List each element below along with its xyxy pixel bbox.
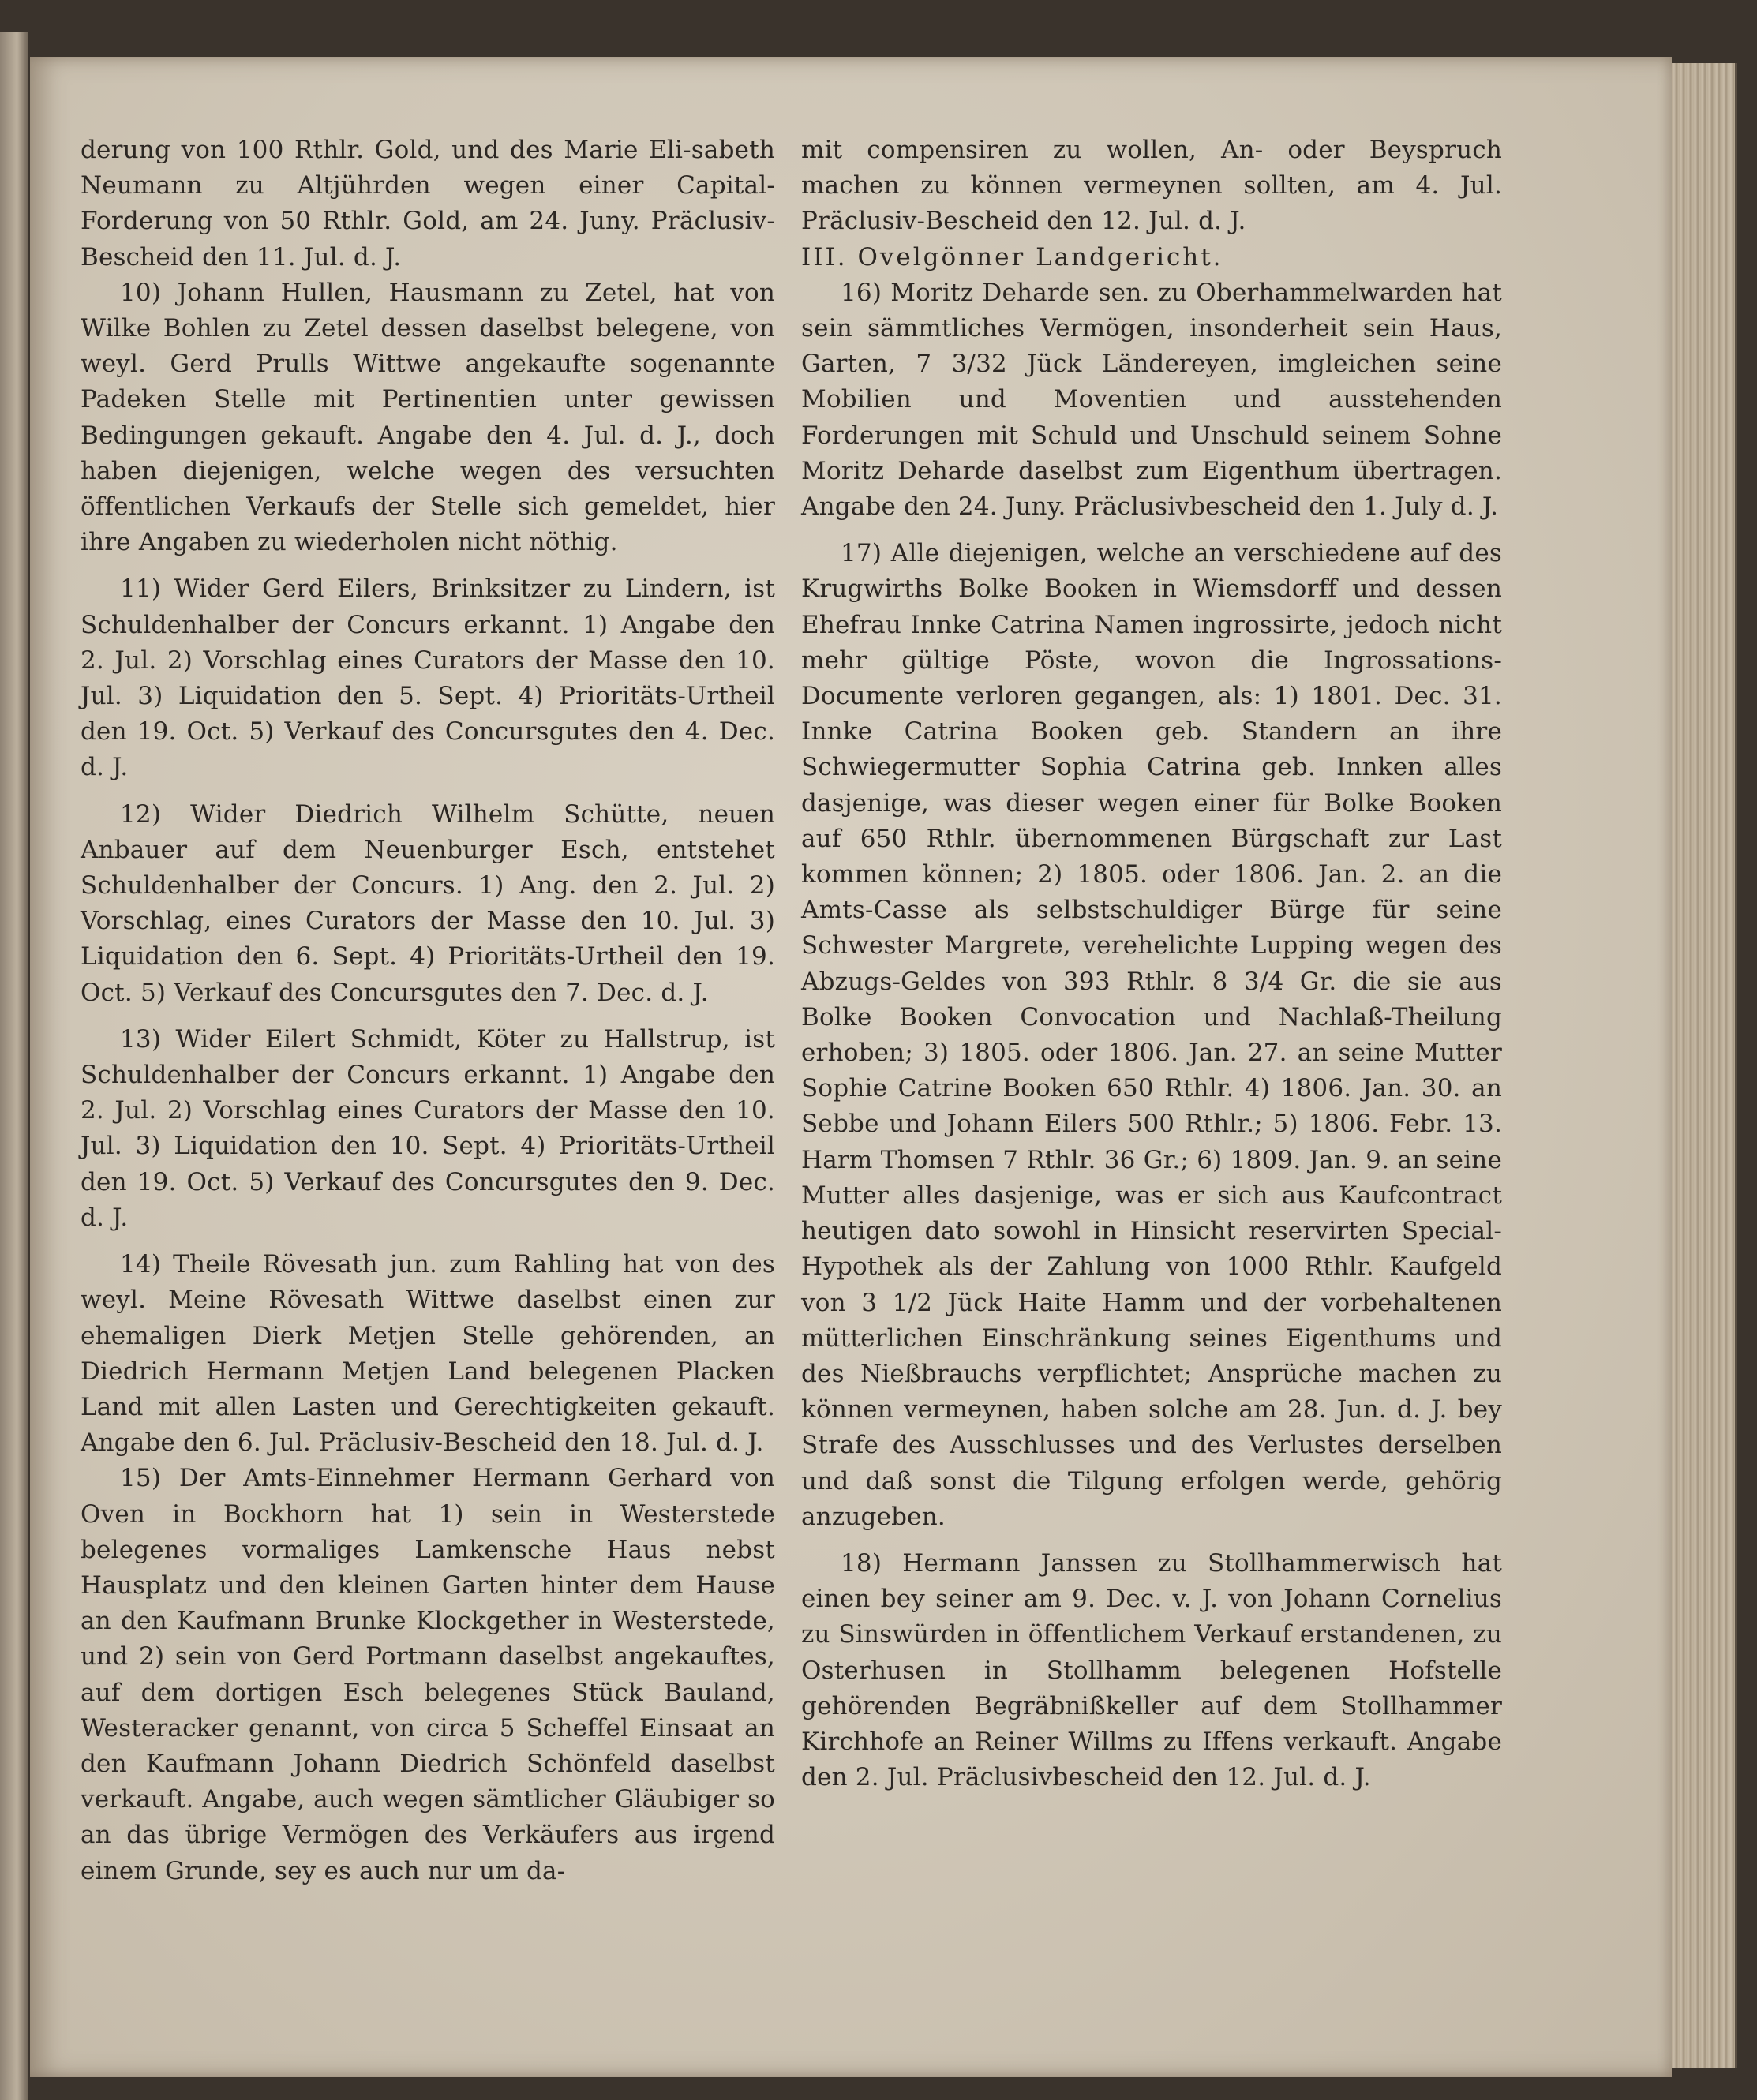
continued-paragraph: derung von 100 Rthlr. Gold, und des Marie Eli-sabeth Neumann zu Altjührden wegen einer Capital-Forderung von 50 Rthlr. Gold, am 24. Juny. Präclusiv-Bescheid den 11. Jul. d. J. <box>81 136 775 271</box>
notice-13: 13) Wider Eilert Schmidt, Köter zu Hallstrup, ist Schuldenhalber der Concurs erkannt. 1) Angabe den 2. Jul. 2) Vorschlag eines Curators der Masse den 10. Jul. 3) Liquidation den 10. Sept. 4) Prioritäts-Urtheil den 19. Oct. 5) Verkauf des Concursgutes den 9. Dec. d. J. <box>81 1024 775 1232</box>
continued-paragraph: mit compensiren zu wollen, An- oder Beyspruch machen zu können vermeynen sollten, am 4. Jul. Präclusiv-Bescheid den 12. Jul. d. J. <box>801 136 1502 236</box>
left-text-column <box>81 133 775 1889</box>
notice-18: 18) Hermann Janssen zu Stollhammerwisch hat einen bey seiner am 9. Dec. v. J. von Johann Cornelius zu Sinswürden in öffentlichem Verkauf erstandenen, zu Osterhusen in Stollhamm belegenen Hofstelle gehörenden Begräbnißkeller auf dem Stollhammer Kirchhofe an Reiner Willms zu Iffens verkauft. Angabe den 2. Jul. Präclusivbescheid den 12. Jul. d. J. <box>801 1548 1502 1792</box>
previous-page-edge <box>0 32 28 2100</box>
notice-16: 16) Moritz Deharde sen. zu Oberhammelwarden hat sein sämmtliches Vermögen, insonderheit sein Haus, Garten, 7 3/32 Jück Ländereyen, imgleichen seine Mobilien und Moventien und ausstehenden Forderungen mit Schuld und Unschuld seinem Sohne Moritz Deharde daselbst zum Eigenthum übertragen. Angabe den 24. Juny. Präclusivbescheid den 1. July d. J. <box>801 278 1502 522</box>
section-heading: III. Ovelgönner Landgericht. <box>801 242 1223 271</box>
page-block-edge <box>1672 63 1737 2068</box>
notice-12: 12) Wider Diedrich Wilhelm Schütte, neuen Anbauer auf dem Neuenburger Esch, entstehet Schuldenhalber der Concurs. 1) Ang. den 2. Jul. 2) Vorschlag, eines Curators der Masse den 10. Jul. 3) Liquidation den 6. Sept. 4) Prioritäts-Urtheil den 19. Oct. 5) Verkauf des Concursgutes den 7. Dec. d. J. <box>81 799 775 1007</box>
notice-17: 17) Alle diejenigen, welche an verschiedene auf des Krugwirths Bolke Booken in Wiemsdorff und dessen Ehefrau Innke Catrina Namen ingrossirte, jedoch nicht mehr gültige Pöste, wovon die Ingrossations-Documente verloren gegangen, als: 1) 1801. Dec. 31. Innke Catrina Booken geb. Standern an ihre Schwiegermutter Sophia Catrina geb. Innken alles dasjenige, was dieser wegen einer für Bolke Booken auf 650 Rthlr. übernommenen Bürgschaft zur Last kommen können; 2) 1805. oder 1806. Jan. 2. an die Amts-Casse als selbstschuldiger Bürge für seine Schwester Margrete, verehelichte Lupping wegen des Abzugs-Geldes von 393 Rthlr. 8 3/4 Gr. die sie aus Bolke Booken Convocation und Nachlaß-Theilung erhoben; 3) 1805. oder 1806. Jan. 27. an seine Mutter Sophie Catrine Booken 650 Rthlr. 4) 1806. Jan. 30. an Sebbe und Johann Eilers 500 Rthlr.; 5) 1806. Febr. 13. Harm Thomsen 7 Rthlr. 36 Gr.; 6) 1809. Jan. 9. an seine Mutter alles dasjenige, was er sich aus Kaufcontract heutigen dato sowohl in Hinsicht reservirten Special-Hypothek als der Zahlung von 1000 Rthlr. Kaufgeld von 3 1/2 Jück Haite Hamm und der vorbehaltenen mütterlichen Einschränkung seines Eigenthums und des Nießbrauchs verpflichtet; Ansprüche machen zu können vermeynen, haben solche am 28. Jun. d. J. bey Strafe des Ausschlusses und des Verlustes derselben und daß sonst die Tilgung erfolgen werde, gehörig anzugeben. <box>801 539 1502 1531</box>
notice-11: 11) Wider Gerd Eilers, Brinksitzer zu Lindern, ist Schuldenhalber der Concurs erkannt. 1) Angabe den 2. Jul. 2) Vorschlag eines Curators der Masse den 10. Jul. 3) Liquidation den 5. Sept. 4) Prioritäts-Urtheil den 19. Oct. 5) Verkauf des Concursgutes den 4. Dec. d. J. <box>81 575 775 782</box>
right-text-column <box>801 133 1502 1795</box>
notice-10: 10) Johann Hullen, Hausmann zu Zetel, hat von Wilke Bohlen zu Zetel dessen daselbst belegene, von weyl. Gerd Prulls Wittwe angekaufte sogenannte Padeken Stelle mit Pertinentien unter gewissen Bedingungen gekauft. Angabe den 4. Jul. d. J., doch haben diejenigen, welche wegen des versuchten öffentlichen Verkaufs der Stelle sich gemeldet, hier ihre Angaben zu wiederholen nicht nöthig. <box>81 278 775 557</box>
notice-15: 15) Der Amts-Einnehmer Hermann Gerhard von Oven in Bockhorn hat 1) sein in Westerstede belegenes vormaliges Lamkensche Haus nebst Hausplatz und den kleinen Garten hinter dem Hause an den Kaufmann Brunke Klockgether in Westerstede, und 2) sein von Gerd Portmann daselbst angekauftes, auf dem dortigen Esch belegenes Stück Bauland, Westeracker genannt, von circa 5 Scheffel Einsaat an den Kaufmann Johann Diedrich Schönfeld daselbst verkauft. Angabe, auch wegen sämtlicher Gläubiger so an das übrige Vermögen des Verkäufers aus irgend einem Grunde, sey es auch nur um da- <box>81 1464 775 1885</box>
notice-14: 14) Theile Rövesath jun. zum Rahling hat von des weyl. Meine Rövesath Wittwe daselbst einen zur ehemaligen Dierk Metjen Stelle gehörenden, an Diedrich Hermann Metjen Land belegenen Placken Land mit allen Lasten und Gerechtigkeiten gekauft. Angabe den 6. Jul. Präclusiv-Bescheid den 18. Jul. d. J. <box>81 1250 775 1458</box>
